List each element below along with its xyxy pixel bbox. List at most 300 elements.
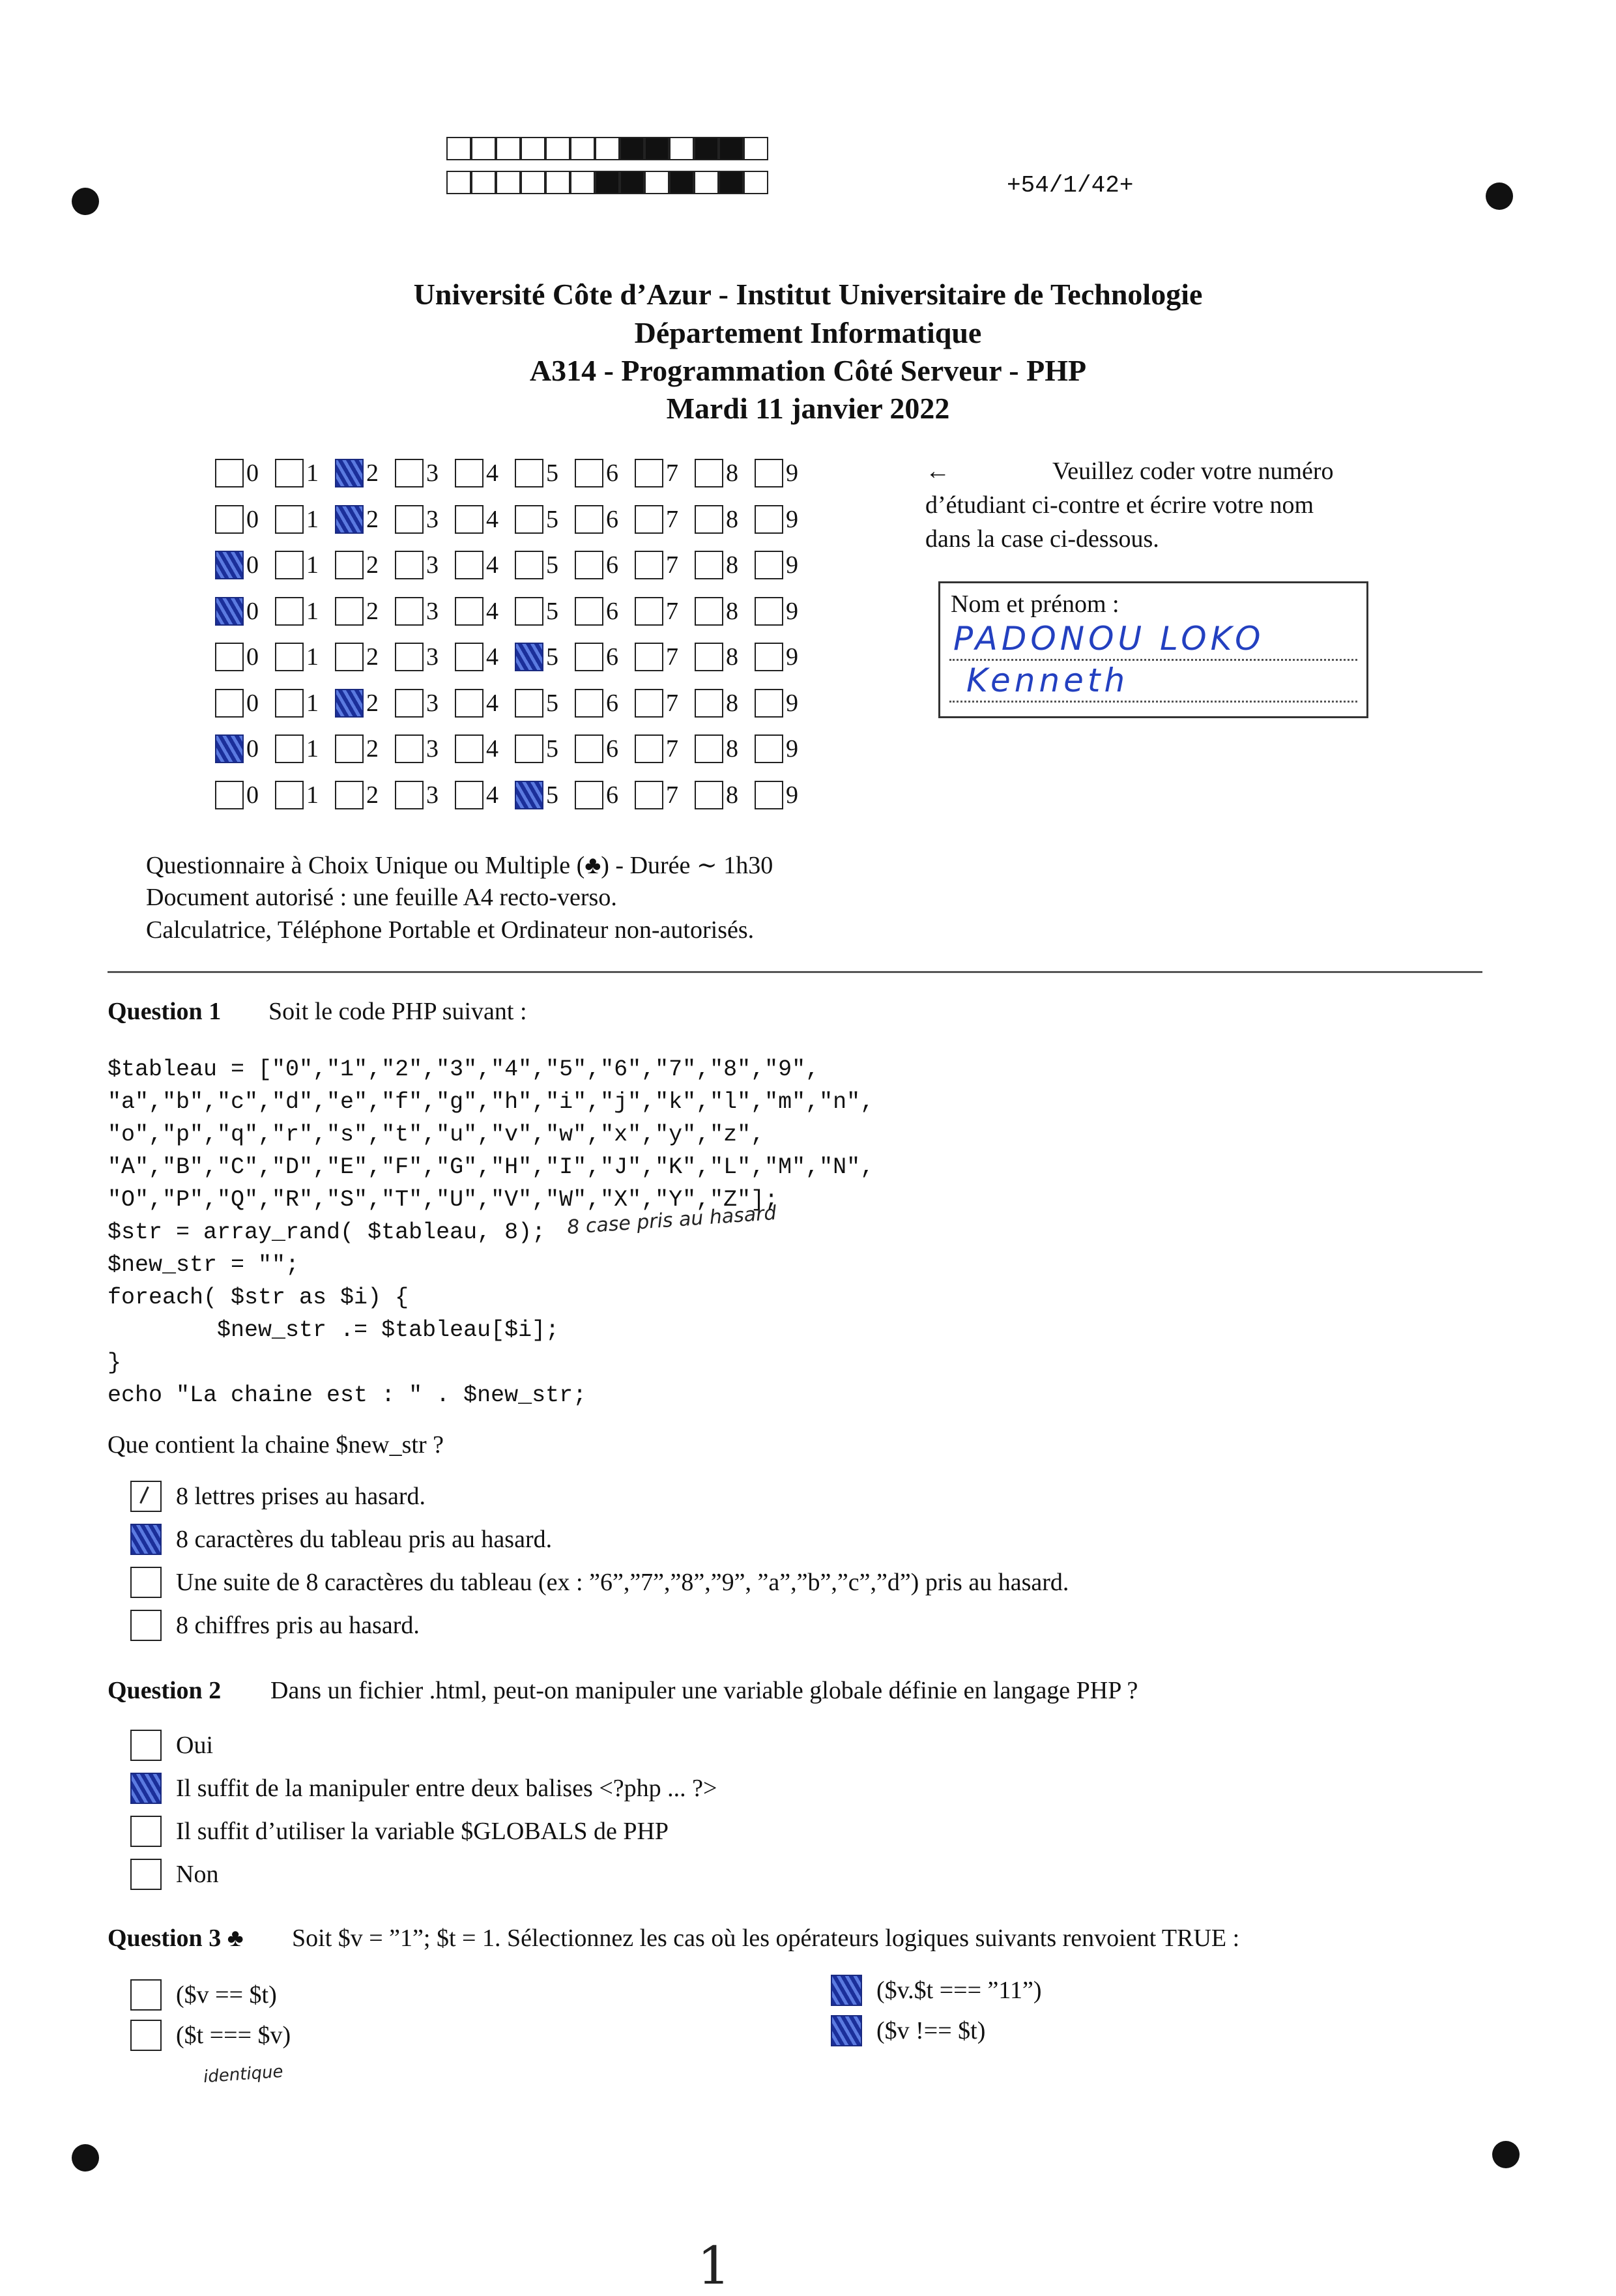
student-id-checkbox[interactable] xyxy=(695,505,723,534)
student-id-digit-label: 1 xyxy=(306,597,319,625)
student-id-checkbox[interactable] xyxy=(755,459,783,487)
student-id-digit-cell xyxy=(635,643,682,671)
student-id-digit-cell xyxy=(635,459,682,487)
student-id-row xyxy=(215,547,815,583)
student-id-digit-label: 8 xyxy=(726,643,738,671)
student-id-digit-label: 9 xyxy=(786,505,798,533)
student-id-digit-label: 1 xyxy=(306,459,319,487)
student-id-digit-label: 8 xyxy=(726,781,738,809)
barcode-cell xyxy=(743,137,768,160)
student-id-checkbox[interactable] xyxy=(515,643,543,671)
student-id-checkbox[interactable] xyxy=(335,734,364,763)
student-id-checkbox[interactable] xyxy=(275,505,304,534)
student-id-digit-cell xyxy=(335,505,382,534)
code-line: echo "La chaine est : " . $new_str; xyxy=(108,1382,587,1408)
student-id-checkbox[interactable] xyxy=(215,734,244,763)
student-id-digit-label: 0 xyxy=(246,551,259,579)
student-id-checkbox[interactable] xyxy=(695,459,723,487)
student-id-checkbox[interactable] xyxy=(575,505,603,534)
student-id-checkbox[interactable] xyxy=(695,689,723,718)
student-id-checkbox[interactable] xyxy=(515,551,543,579)
page-barcode xyxy=(446,137,768,196)
student-id-checkbox[interactable] xyxy=(515,597,543,626)
answer-checkbox[interactable] xyxy=(831,2015,862,2046)
student-id-digit-label: 8 xyxy=(726,551,738,579)
student-id-checkbox[interactable] xyxy=(515,459,543,487)
student-id-digit-label: 9 xyxy=(786,459,798,487)
header-date: Mardi 11 janvier 2022 xyxy=(666,392,950,425)
student-id-digit-cell xyxy=(755,689,801,718)
student-id-digit-cell xyxy=(335,689,382,718)
student-id-digit-cell xyxy=(455,781,502,809)
student-id-digit-label: 2 xyxy=(366,689,379,717)
student-id-checkbox[interactable] xyxy=(215,459,244,487)
barcode-cell xyxy=(669,137,694,160)
student-id-digit-cell xyxy=(695,689,742,718)
student-id-checkbox[interactable] xyxy=(395,597,424,626)
barcode-row-1 xyxy=(446,137,768,162)
student-id-checkbox[interactable] xyxy=(335,643,364,671)
student-id-digit-label: 7 xyxy=(666,459,678,487)
name-dotted-line-2 xyxy=(949,701,1357,703)
barcode-cell xyxy=(570,137,595,160)
student-id-digit-cell xyxy=(275,643,322,671)
student-id-digit-cell xyxy=(335,734,382,763)
code-line: "O","P","Q","R","S","T","U","V","W","X","Y","Z"]; xyxy=(108,1187,779,1213)
student-id-digit-label: 3 xyxy=(426,643,439,671)
student-id-digit-cell xyxy=(695,459,742,487)
student-id-digit-label: 9 xyxy=(786,551,798,579)
student-id-checkbox[interactable] xyxy=(575,597,603,626)
student-id-checkbox[interactable] xyxy=(275,689,304,718)
answer-option[interactable] xyxy=(130,1979,277,2011)
student-id-digit-cell xyxy=(215,505,262,534)
student-id-digit-label: 7 xyxy=(666,597,678,625)
barcode-cell xyxy=(719,137,743,160)
student-id-digit-label: 1 xyxy=(306,643,319,671)
instructions-line-3: dans la case ci-dessous. xyxy=(925,525,1159,553)
answer-label: 8 lettres prises au hasard. xyxy=(176,1483,426,1510)
student-id-digit-cell xyxy=(755,643,801,671)
student-id-digit-label: 3 xyxy=(426,505,439,533)
student-id-digit-label: 2 xyxy=(366,597,379,625)
student-id-checkbox[interactable] xyxy=(755,597,783,626)
page-code: +54/1/42+ xyxy=(1007,172,1134,199)
student-id-checkbox[interactable] xyxy=(635,597,663,626)
student-id-checkbox[interactable] xyxy=(335,551,364,579)
student-id-checkbox[interactable] xyxy=(215,781,244,809)
student-id-digit-cell xyxy=(515,734,562,763)
student-id-checkbox[interactable] xyxy=(575,781,603,809)
student-id-digit-cell xyxy=(215,551,262,579)
barcode-cell xyxy=(644,171,669,194)
name-field-box[interactable] xyxy=(938,581,1368,718)
student-id-digit-cell xyxy=(215,781,262,809)
student-id-row xyxy=(215,639,815,675)
student-id-checkbox[interactable] xyxy=(755,781,783,809)
student-id-checkbox[interactable] xyxy=(275,459,304,487)
student-id-digit-cell xyxy=(395,459,442,487)
student-id-checkbox[interactable] xyxy=(695,734,723,763)
student-id-digit-cell xyxy=(275,597,322,626)
student-id-digit-cell xyxy=(635,781,682,809)
student-id-digit-cell xyxy=(335,459,382,487)
barcode-cell xyxy=(743,171,768,194)
student-id-digit-label: 3 xyxy=(426,735,439,763)
student-id-digit-cell xyxy=(575,551,622,579)
student-id-digit-cell xyxy=(275,781,322,809)
student-id-digit-label: 4 xyxy=(486,735,498,763)
student-id-digit-label: 0 xyxy=(246,459,259,487)
student-id-digit-cell xyxy=(215,459,262,487)
student-id-digit-cell xyxy=(215,689,262,718)
student-id-checkbox[interactable] xyxy=(635,551,663,579)
corner-mark-top-right xyxy=(1486,182,1513,210)
student-id-digit-cell xyxy=(275,689,322,718)
student-id-digit-label: 0 xyxy=(246,689,259,717)
student-id-checkbox[interactable] xyxy=(455,734,483,763)
student-id-digit-cell xyxy=(695,643,742,671)
answer-option[interactable] xyxy=(130,1773,717,1804)
student-id-digit-label: 0 xyxy=(246,781,259,809)
student-id-digit-label: 5 xyxy=(546,505,558,533)
code-line: "A","B","C","D","E","F","G","H","I","J","K","L","M","N", xyxy=(108,1154,874,1180)
answer-option[interactable] xyxy=(831,1975,1042,2006)
student-id-digit-cell xyxy=(515,643,562,671)
code-line: "a","b","c","d","e","f","g","h","i","j","k","l","m","n", xyxy=(108,1089,874,1115)
barcode-cell xyxy=(669,171,694,194)
student-id-digit-cell xyxy=(635,734,682,763)
barcode-cell xyxy=(620,137,644,160)
answer-checkbox[interactable] xyxy=(130,1610,162,1641)
student-id-checkbox[interactable] xyxy=(455,459,483,487)
student-id-digit-label: 1 xyxy=(306,505,319,533)
student-id-digit-cell xyxy=(635,505,682,534)
student-id-row xyxy=(215,731,815,767)
student-id-digit-label: 1 xyxy=(306,781,319,809)
student-id-digit-label: 9 xyxy=(786,643,798,671)
student-id-digit-label: 8 xyxy=(726,597,738,625)
barcode-cell xyxy=(644,137,669,160)
answer-option[interactable] xyxy=(130,1816,669,1847)
student-id-digit-label: 5 xyxy=(546,597,558,625)
student-id-digit-cell xyxy=(395,505,442,534)
answer-label: Il suffit d’utiliser la variable $GLOBALS de PHP xyxy=(176,1818,669,1845)
student-id-digit-label: 3 xyxy=(426,781,439,809)
student-id-checkbox[interactable] xyxy=(515,689,543,718)
student-id-digit-cell xyxy=(695,734,742,763)
student-id-digit-label: 6 xyxy=(606,689,618,717)
code-line: $new_str .= $tableau[$i]; xyxy=(108,1317,560,1343)
student-id-digit-label: 2 xyxy=(366,643,379,671)
student-id-checkbox[interactable] xyxy=(275,597,304,626)
student-id-checkbox[interactable] xyxy=(575,551,603,579)
student-id-checkbox[interactable] xyxy=(695,643,723,671)
student-id-digit-cell xyxy=(755,734,801,763)
answer-checkbox[interactable] xyxy=(831,1975,862,2006)
student-id-digit-label: 5 xyxy=(546,735,558,763)
student-id-checkbox[interactable] xyxy=(575,643,603,671)
student-id-row xyxy=(215,685,815,721)
code-line: "o","p","q","r","s","t","u","v","w","x","y","z", xyxy=(108,1122,765,1148)
student-id-checkbox[interactable] xyxy=(455,689,483,718)
student-id-digit-label: 2 xyxy=(366,505,379,533)
student-id-digit-label: 0 xyxy=(246,643,259,671)
answer-checkbox[interactable] xyxy=(130,2020,162,2051)
student-id-digit-cell xyxy=(395,734,442,763)
answer-option[interactable] xyxy=(831,2015,985,2046)
student-id-checkbox[interactable] xyxy=(215,597,244,626)
student-id-checkbox[interactable] xyxy=(455,597,483,626)
student-id-digit-label: 5 xyxy=(546,459,558,487)
student-id-checkbox[interactable] xyxy=(335,459,364,487)
name-field-label: Nom et prénom : xyxy=(951,590,1119,618)
question-2-prompt: Dans un fichier .html, peut-on manipuler une variable globale définie en langage PHP ? xyxy=(270,1677,1138,1704)
answer-option[interactable] xyxy=(130,1859,218,1890)
student-id-digit-cell xyxy=(215,597,262,626)
student-id-digit-cell xyxy=(695,505,742,534)
answer-label: 8 chiffres pris au hasard. xyxy=(176,1612,420,1639)
barcode-cell xyxy=(694,137,719,160)
student-id-digit-label: 1 xyxy=(306,551,319,579)
student-id-checkbox[interactable] xyxy=(635,689,663,718)
student-id-digit-label: 9 xyxy=(786,689,798,717)
answer-label: Non xyxy=(176,1861,219,1888)
answer-checkbox[interactable] xyxy=(130,1567,162,1598)
student-id-checkbox[interactable] xyxy=(395,551,424,579)
barcode-cell xyxy=(446,171,471,194)
answer-checkbox[interactable] xyxy=(130,1730,162,1761)
student-id-digit-label: 3 xyxy=(426,689,439,717)
instructions-line-2: d’étudiant ci-contre et écrire votre nom xyxy=(925,491,1314,519)
student-id-digit-label: 6 xyxy=(606,781,618,809)
student-id-digit-cell xyxy=(275,459,322,487)
student-id-digit-cell xyxy=(395,551,442,579)
answer-label: Il suffit de la manipuler entre deux balises <?php ... ?> xyxy=(176,1775,717,1802)
student-id-digit-label: 6 xyxy=(606,505,618,533)
student-id-digit-cell xyxy=(755,459,801,487)
barcode-cell xyxy=(719,171,743,194)
barcode-cell xyxy=(471,171,496,194)
answer-label: ($t === $v) xyxy=(176,2022,291,2049)
corner-mark-bottom-left xyxy=(72,2144,99,2172)
student-id-checkbox[interactable] xyxy=(395,459,424,487)
student-id-checkbox[interactable] xyxy=(275,781,304,809)
student-id-checkbox[interactable] xyxy=(335,781,364,809)
student-id-checkbox[interactable] xyxy=(515,781,543,809)
student-id-digit-label: 7 xyxy=(666,689,678,717)
student-id-checkbox[interactable] xyxy=(215,505,244,534)
instructions-line-1: Veuillez coder votre numéro xyxy=(1052,458,1334,485)
student-id-digit-cell xyxy=(755,551,801,579)
exam-info-line-2: Document autorisé : une feuille A4 recto-verso. xyxy=(146,884,617,911)
answer-checkbox[interactable] xyxy=(130,1859,162,1890)
student-id-checkbox[interactable] xyxy=(575,459,603,487)
student-id-checkbox[interactable] xyxy=(695,597,723,626)
student-id-digit-cell xyxy=(455,734,502,763)
corner-mark-bottom-right xyxy=(1492,2141,1520,2168)
student-id-checkbox[interactable] xyxy=(455,643,483,671)
student-id-digit-label: 4 xyxy=(486,597,498,625)
student-id-digit-cell xyxy=(575,459,622,487)
student-id-checkbox[interactable] xyxy=(635,643,663,671)
student-id-checkbox[interactable] xyxy=(515,734,543,763)
code-line: $tableau = ["0","1","2","3","4","5","6","7","8","9", xyxy=(108,1056,820,1083)
student-id-digit-label: 2 xyxy=(366,735,379,763)
instructions-arrow: ← xyxy=(925,458,950,485)
answer-checkbox[interactable] xyxy=(130,1481,162,1512)
barcode-row-2 xyxy=(446,171,768,196)
student-id-checkbox[interactable] xyxy=(695,781,723,809)
code-line: foreach( $str as $i) { xyxy=(108,1285,409,1311)
student-id-digit-cell xyxy=(755,597,801,626)
student-id-digit-cell xyxy=(455,689,502,718)
student-id-digit-cell xyxy=(575,643,622,671)
student-id-row xyxy=(215,777,815,813)
header-university: Université Côte d’Azur - Institut Universitaire de Technologie xyxy=(413,278,1203,311)
answer-option[interactable] xyxy=(130,1730,213,1761)
student-id-digit-cell xyxy=(215,643,262,671)
student-id-digit-cell xyxy=(515,597,562,626)
student-id-checkbox[interactable] xyxy=(335,597,364,626)
student-id-checkbox[interactable] xyxy=(455,551,483,579)
student-id-digit-label: 3 xyxy=(426,597,439,625)
barcode-cell xyxy=(496,171,521,194)
student-id-digit-cell xyxy=(755,781,801,809)
student-id-digit-label: 6 xyxy=(606,459,618,487)
student-id-checkbox[interactable] xyxy=(755,689,783,718)
student-id-checkbox[interactable] xyxy=(635,781,663,809)
question-1-title: Question 1 xyxy=(108,998,222,1025)
student-id-digit-cell xyxy=(575,597,622,626)
answer-option[interactable] xyxy=(130,1567,1069,1598)
question-1-code xyxy=(108,1053,874,1412)
student-id-digit-label: 6 xyxy=(606,735,618,763)
barcode-cell xyxy=(446,137,471,160)
question-3-handwritten-note: identique xyxy=(203,2061,284,2087)
student-id-checkbox[interactable] xyxy=(395,643,424,671)
answer-checkbox[interactable] xyxy=(130,1524,162,1555)
answer-option[interactable] xyxy=(130,1610,420,1641)
student-id-checkbox[interactable] xyxy=(755,643,783,671)
student-id-checkbox[interactable] xyxy=(215,689,244,718)
student-id-checkbox[interactable] xyxy=(215,643,244,671)
student-id-digit-label: 6 xyxy=(606,551,618,579)
student-id-checkbox[interactable] xyxy=(395,505,424,534)
student-id-checkbox[interactable] xyxy=(275,643,304,671)
handwritten-surname: PADONOU LOKO xyxy=(953,620,1265,658)
student-id-digit-label: 2 xyxy=(366,781,379,809)
student-id-checkbox[interactable] xyxy=(755,734,783,763)
student-id-checkbox[interactable] xyxy=(635,505,663,534)
student-id-checkbox[interactable] xyxy=(395,781,424,809)
student-id-row xyxy=(215,593,815,630)
student-id-digit-cell xyxy=(395,781,442,809)
student-id-digit-label: 0 xyxy=(246,735,259,763)
answer-label: ($v.$t === ”11”) xyxy=(876,1977,1042,2004)
answer-option[interactable] xyxy=(130,2020,291,2051)
student-id-digit-cell xyxy=(455,643,502,671)
student-id-digit-label: 0 xyxy=(246,505,259,533)
student-id-digit-label: 7 xyxy=(666,781,678,809)
student-id-digit-label: 5 xyxy=(546,643,558,671)
barcode-cell xyxy=(694,171,719,194)
student-id-digit-label: 4 xyxy=(486,551,498,579)
student-id-digit-cell xyxy=(575,505,622,534)
student-id-digit-label: 1 xyxy=(306,689,319,717)
question-1-question: Que contient la chaine $new_str ? xyxy=(108,1431,444,1459)
student-id-digit-label: 9 xyxy=(786,781,798,809)
student-id-checkbox[interactable] xyxy=(695,551,723,579)
answer-option[interactable] xyxy=(130,1481,426,1512)
student-id-checkbox[interactable] xyxy=(755,505,783,534)
student-id-checkbox[interactable] xyxy=(275,734,304,763)
barcode-cell xyxy=(471,137,496,160)
student-id-digit-label: 7 xyxy=(666,505,678,533)
student-id-digit-label: 5 xyxy=(546,689,558,717)
student-id-digit-cell xyxy=(335,643,382,671)
student-id-digit-cell xyxy=(455,459,502,487)
student-id-digit-cell xyxy=(275,734,322,763)
barcode-cell xyxy=(595,137,620,160)
student-id-checkbox[interactable] xyxy=(395,689,424,718)
student-id-checkbox[interactable] xyxy=(755,551,783,579)
question-1-prompt: Soit le code PHP suivant : xyxy=(268,998,527,1025)
student-id-checkbox[interactable] xyxy=(335,505,364,534)
barcode-cell xyxy=(545,137,570,160)
student-id-digit-label: 1 xyxy=(306,735,319,763)
student-id-checkbox[interactable] xyxy=(455,505,483,534)
student-id-checkbox[interactable] xyxy=(335,689,364,718)
student-id-digit-cell xyxy=(275,551,322,579)
student-id-checkbox[interactable] xyxy=(515,505,543,534)
answer-label: Oui xyxy=(176,1732,213,1759)
answer-checkbox[interactable] xyxy=(130,1773,162,1804)
barcode-cell xyxy=(595,171,620,194)
name-dotted-line-1 xyxy=(949,659,1357,661)
student-id-digit-cell xyxy=(335,597,382,626)
student-id-checkbox[interactable] xyxy=(635,734,663,763)
answer-option[interactable] xyxy=(130,1524,552,1555)
barcode-cell xyxy=(620,171,644,194)
student-id-checkbox[interactable] xyxy=(575,689,603,718)
student-id-checkbox[interactable] xyxy=(395,734,424,763)
student-id-digit-cell xyxy=(575,734,622,763)
student-id-checkbox[interactable] xyxy=(455,781,483,809)
corner-mark-top-left xyxy=(72,188,99,215)
answer-checkbox[interactable] xyxy=(130,1816,162,1847)
answer-checkbox[interactable] xyxy=(130,1979,162,2011)
student-id-digit-label: 3 xyxy=(426,459,439,487)
student-id-digit-cell xyxy=(695,597,742,626)
student-id-checkbox[interactable] xyxy=(215,551,244,579)
student-id-digit-cell xyxy=(455,505,502,534)
student-id-digit-label: 2 xyxy=(366,459,379,487)
code-line: $str = array_rand( $tableau, 8); xyxy=(108,1219,546,1245)
exam-info-line-3: Calculatrice, Téléphone Portable et Ordinateur non-autorisés. xyxy=(146,916,755,944)
student-id-digit-cell xyxy=(515,689,562,718)
student-id-digit-label: 6 xyxy=(606,597,618,625)
student-id-digit-label: 7 xyxy=(666,735,678,763)
student-id-digit-cell xyxy=(575,781,622,809)
student-id-digit-label: 4 xyxy=(486,459,498,487)
student-id-digit-label: 8 xyxy=(726,459,738,487)
student-id-digit-label: 7 xyxy=(666,551,678,579)
student-id-checkbox[interactable] xyxy=(575,734,603,763)
student-id-checkbox[interactable] xyxy=(635,459,663,487)
student-id-digit-label: 5 xyxy=(546,551,558,579)
student-id-checkbox[interactable] xyxy=(275,551,304,579)
